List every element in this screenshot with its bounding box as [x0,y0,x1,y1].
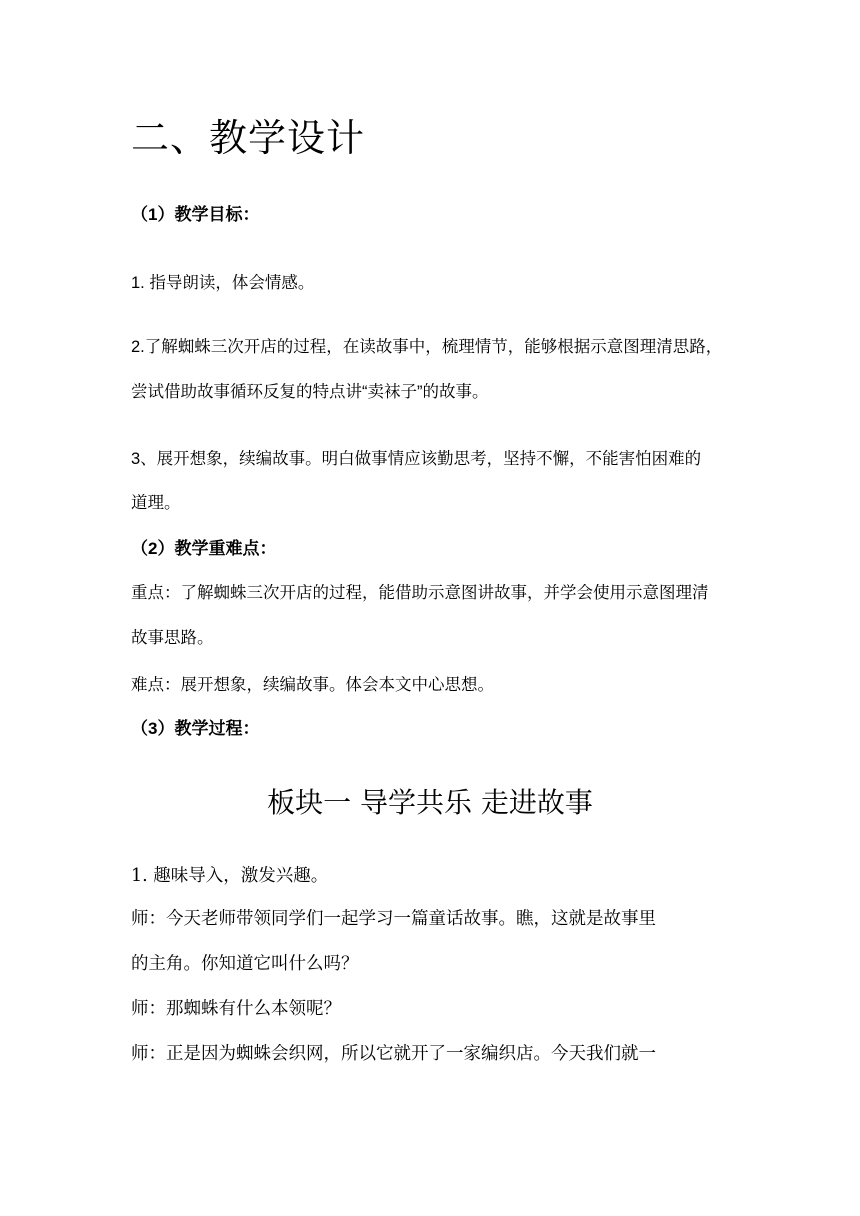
objectives-heading: （1）教学目标： [131,205,260,224]
key-points-heading: （2）教学重难点： [131,539,277,558]
step-1: 1. 趣味导入，激发兴趣。 [131,866,329,886]
block-title: 板块一 导学共乐 走进故事 [267,786,593,819]
objective-item-3-line-1: 3、展开想象，续编故事。明白做事情应该勤思考，坚持不懈，不能害怕困难的 [131,450,702,468]
lesson-line-2: 的主角。你知道它叫什么吗？ [131,954,359,974]
lesson-line-1: 师：今天老师带领同学们一起学习一篇童话故事。瞧，这就是故事里 [131,909,656,929]
objective-item-1: 1. 指导朗读，体会情感。 [131,274,315,292]
objective-item-3-line-2: 道理。 [131,494,181,512]
difficulty-line: 难点：展开想象，续编故事。体会本文中心思想。 [131,676,494,694]
process-heading: （3）教学过程： [131,719,260,738]
objective-item-2-line-2: 尝试借助故事循环反复的特点讲“卖袜子”的故事。 [131,383,489,401]
lesson-line-4: 师：正是因为蜘蛛会织网，所以它就开了一家编织店。今天我们就一 [131,1044,656,1064]
focus-line-1: 重点：了解蜘蛛三次开店的过程，能借助示意图讲故事，并学会使用示意图理清 [131,584,709,602]
section-title: 二、教学设计 [131,116,366,160]
lesson-line-3: 师：那蜘蛛有什么本领呢？ [131,999,341,1019]
focus-line-2: 故事思路。 [131,629,214,647]
objective-item-2-line-1: 2.了解蜘蛛三次开店的过程，在读故事中，梳理情节，能够根据示意图理清思路， [131,338,723,356]
